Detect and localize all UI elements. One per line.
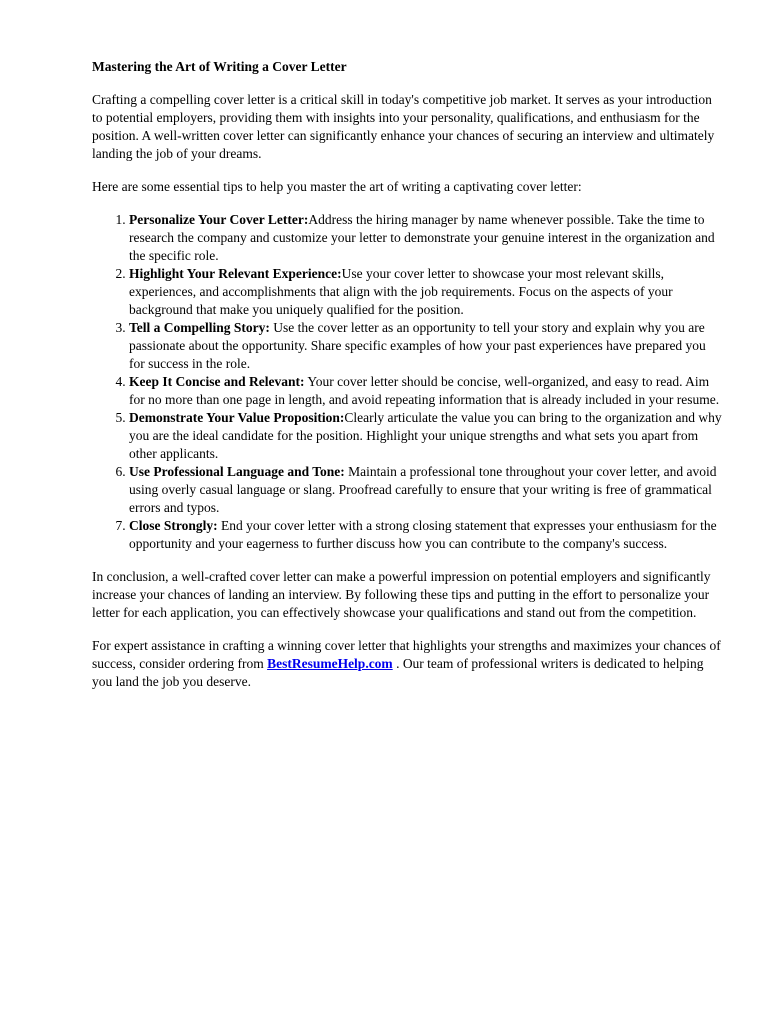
tip-label: Use Professional Language and Tone: (129, 464, 345, 479)
list-item (129, 265, 724, 319)
tip-text: Maintain a professional tone throughout your cover letter, and avoid using overly casual language or slang. Proofread carefully to ensure that your writing is free of grammatical errors and typos. (129, 464, 717, 515)
tip-label: Highlight Your Relevant Experience: (129, 266, 342, 281)
tip-text: Your cover letter should be concise, well-organized, and easy to read. Aim for no more than one page in length, and avoid repeating information that is already included in your resume. (129, 374, 720, 407)
tip-text: Use the cover letter as an opportunity to tell your story and explain why you are passionate about the opportunity. Share specific examples of how your past experiences have prepared you for success in the role. (129, 320, 706, 371)
tip-label: Close Strongly: (129, 518, 218, 533)
cta-paragraph (92, 637, 724, 691)
document-title: Mastering the Art of Writing a Cover Letter (92, 59, 347, 74)
cta-text-after: . Our team of professional writers is dedicated to helping you land the job you deserve. (92, 656, 704, 689)
tip-label: Tell a Compelling Story: (129, 320, 270, 335)
tips-list (92, 211, 724, 553)
list-item (129, 463, 724, 517)
intro-paragraph: Crafting a compelling cover letter is a critical skill in today's competitive job market. It serves as your introduction to potential employers, providing them with insights into your personality, qualifications, and enthusiasm for the position. A well-written cover letter can significantly enhance your chances of securing an interview and ultimately landing the job of your dreams. (92, 92, 715, 161)
tip-text: Address the hiring manager by name whenever possible. Take the time to research the company and customize your letter to demonstrate your genuine interest in the organization and the specific role. (129, 212, 715, 263)
list-item (129, 517, 724, 553)
list-item (129, 409, 724, 463)
tip-label: Keep It Concise and Relevant: (129, 374, 305, 389)
list-item (129, 211, 724, 265)
tip-label: Demonstrate Your Value Proposition: (129, 410, 345, 425)
tip-text: Use your cover letter to showcase your most relevant skills, experiences, and accomplishments that align with the job requirements. Focus on the aspects of your background that make you uniquely qualified for the position. (129, 266, 673, 317)
list-item (129, 319, 724, 373)
conclusion-paragraph: In conclusion, a well-crafted cover letter can make a powerful impression on potential employers and significantly increase your chances of landing an interview. By following these tips and putting in the effort to personalize your letter for each application, you can effectively showcase your qualifications and stand out from the competition. (92, 569, 711, 620)
cta-text-before: For expert assistance in crafting a winning cover letter that highlights your strengths and maximizes your chances of success, consider ordering from (92, 638, 721, 671)
list-item (129, 373, 724, 409)
list-intro-paragraph: Here are some essential tips to help you master the art of writing a captivating cover letter: (92, 179, 582, 194)
tip-label: Personalize Your Cover Letter: (129, 212, 309, 227)
tip-text: End your cover letter with a strong closing statement that expresses your enthusiasm for the opportunity and your eagerness to further discuss how you can contribute to the company's success. (129, 518, 717, 551)
bestresumehelp-link[interactable]: BestResumeHelp.com (267, 656, 393, 671)
tip-text: Clearly articulate the value you can bring to the organization and why you are the ideal candidate for the position. Highlight your unique strengths and what sets you apart from other applicants. (129, 410, 722, 461)
